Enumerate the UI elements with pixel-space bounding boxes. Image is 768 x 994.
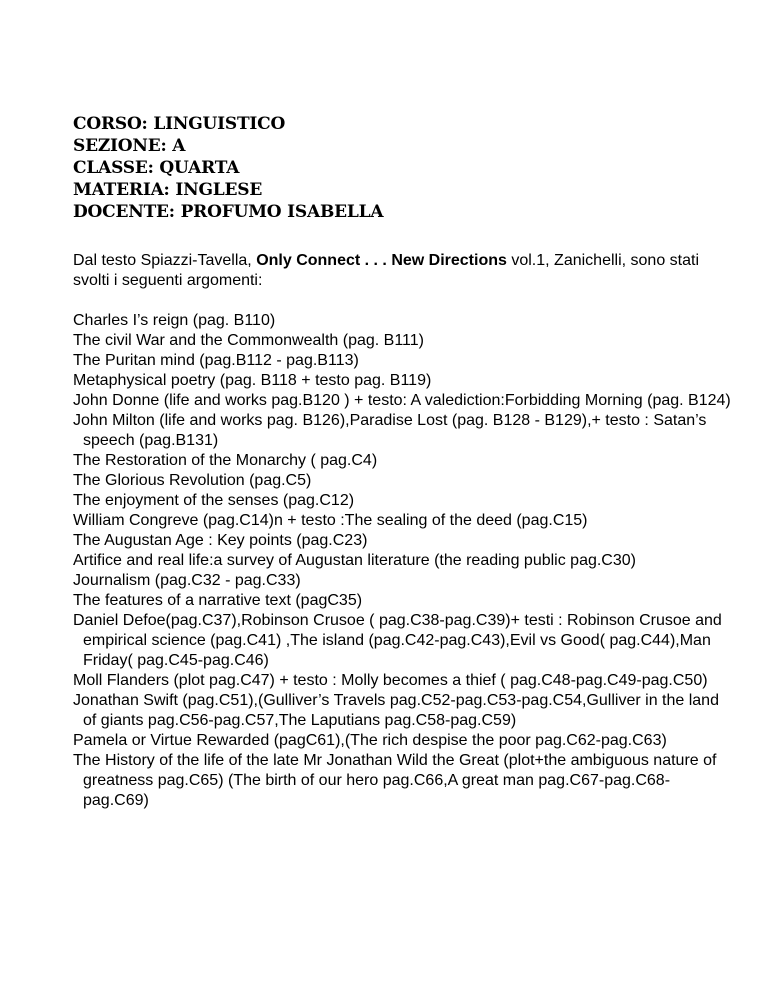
section-line: SEZIONE: A <box>73 136 186 156</box>
course-header <box>73 113 733 223</box>
topic-item: Pamela or Virtue Rewarded (pagC61),(The rich despise the poor pag.C62-pag.C63) <box>73 732 667 749</box>
topic-item: The enjoyment of the senses (pag.C12) <box>73 492 355 509</box>
class-line: CLASSE: QUARTA <box>73 158 240 178</box>
topic-item: The civil War and the Commonwealth (pag. B111) <box>73 332 424 349</box>
topic-item: Metaphysical poetry (pag. B118 + testo pag. B119) <box>73 372 432 389</box>
topic-item: Jonathan Swift (pag.C51),(Gulliver’s Travels pag.C52-pag.C53-pag.C54,Gulliver in the land of giants pag.C56-pag.C57,The Laputians pag.C58-pag.C59) <box>73 692 719 729</box>
topic-item: Moll Flanders (plot pag.C47) + testo : Molly becomes a thief ( pag.C48-pag.C49-pag.C50) <box>73 672 708 689</box>
teacher-line: DOCENTE: PROFUMO ISABELLA <box>73 202 384 222</box>
topic-item: Charles I’s reign (pag. B110) <box>73 312 276 329</box>
topic-item: Daniel Defoe(pag.C37),Robinson Crusoe ( pag.C38-pag.C39)+ testi : Robinson Crusoe and empirical science (pag.C41) ,The island (pag.C42-pag.C43),Evil vs Good( pag.C44),Man Friday( pag.C45-pag.C46) <box>73 612 722 669</box>
course-line: CORSO: LINGUISTICO <box>73 114 286 134</box>
document-page <box>73 113 733 811</box>
topic-item: The features of a narrative text (pagC35) <box>73 592 363 609</box>
intro-paragraph <box>73 251 733 291</box>
topic-item: Artifice and real life:a survey of Augustan literature (the reading public pag.C30) <box>73 552 636 569</box>
topic-item: The Augustan Age : Key points (pag.C23) <box>73 532 368 549</box>
topics-list <box>73 311 733 811</box>
subject-line: MATERIA: INGLESE <box>73 180 263 200</box>
topic-item: The History of the life of the late Mr Jonathan Wild the Great (plot+the ambiguous nature of greatness pag.C65) (The birth of our hero pag.C66,A great man pag.C67-pag.C68-pag.C69) <box>73 752 717 809</box>
topic-item: William Congreve (pag.C14)n + testo :The sealing of the deed (pag.C15) <box>73 512 588 529</box>
topic-item: The Glorious Revolution (pag.C5) <box>73 472 312 489</box>
topic-item: The Restoration of the Monarchy ( pag.C4) <box>73 452 378 469</box>
intro-prefix: Dal testo Spiazzi-Tavella, <box>73 252 257 269</box>
intro-suffix: vol.1, Zanichelli, sono stati svolti i seguenti argomenti: <box>73 252 699 289</box>
book-title: Only Connect . . . New Directions <box>256 252 507 269</box>
topic-item: John Milton (life and works pag. B126),Paradise Lost (pag. B128 - B129),+ testo : Satan’s speech (pag.B131) <box>73 412 707 449</box>
topic-item: The Puritan mind (pag.B112 - pag.B113) <box>73 352 359 369</box>
topic-item: Journalism (pag.C32 - pag.C33) <box>73 572 301 589</box>
topic-item: John Donne (life and works pag.B120 ) + testo: A valediction:Forbidding Morning (pag. B124) <box>73 392 731 409</box>
